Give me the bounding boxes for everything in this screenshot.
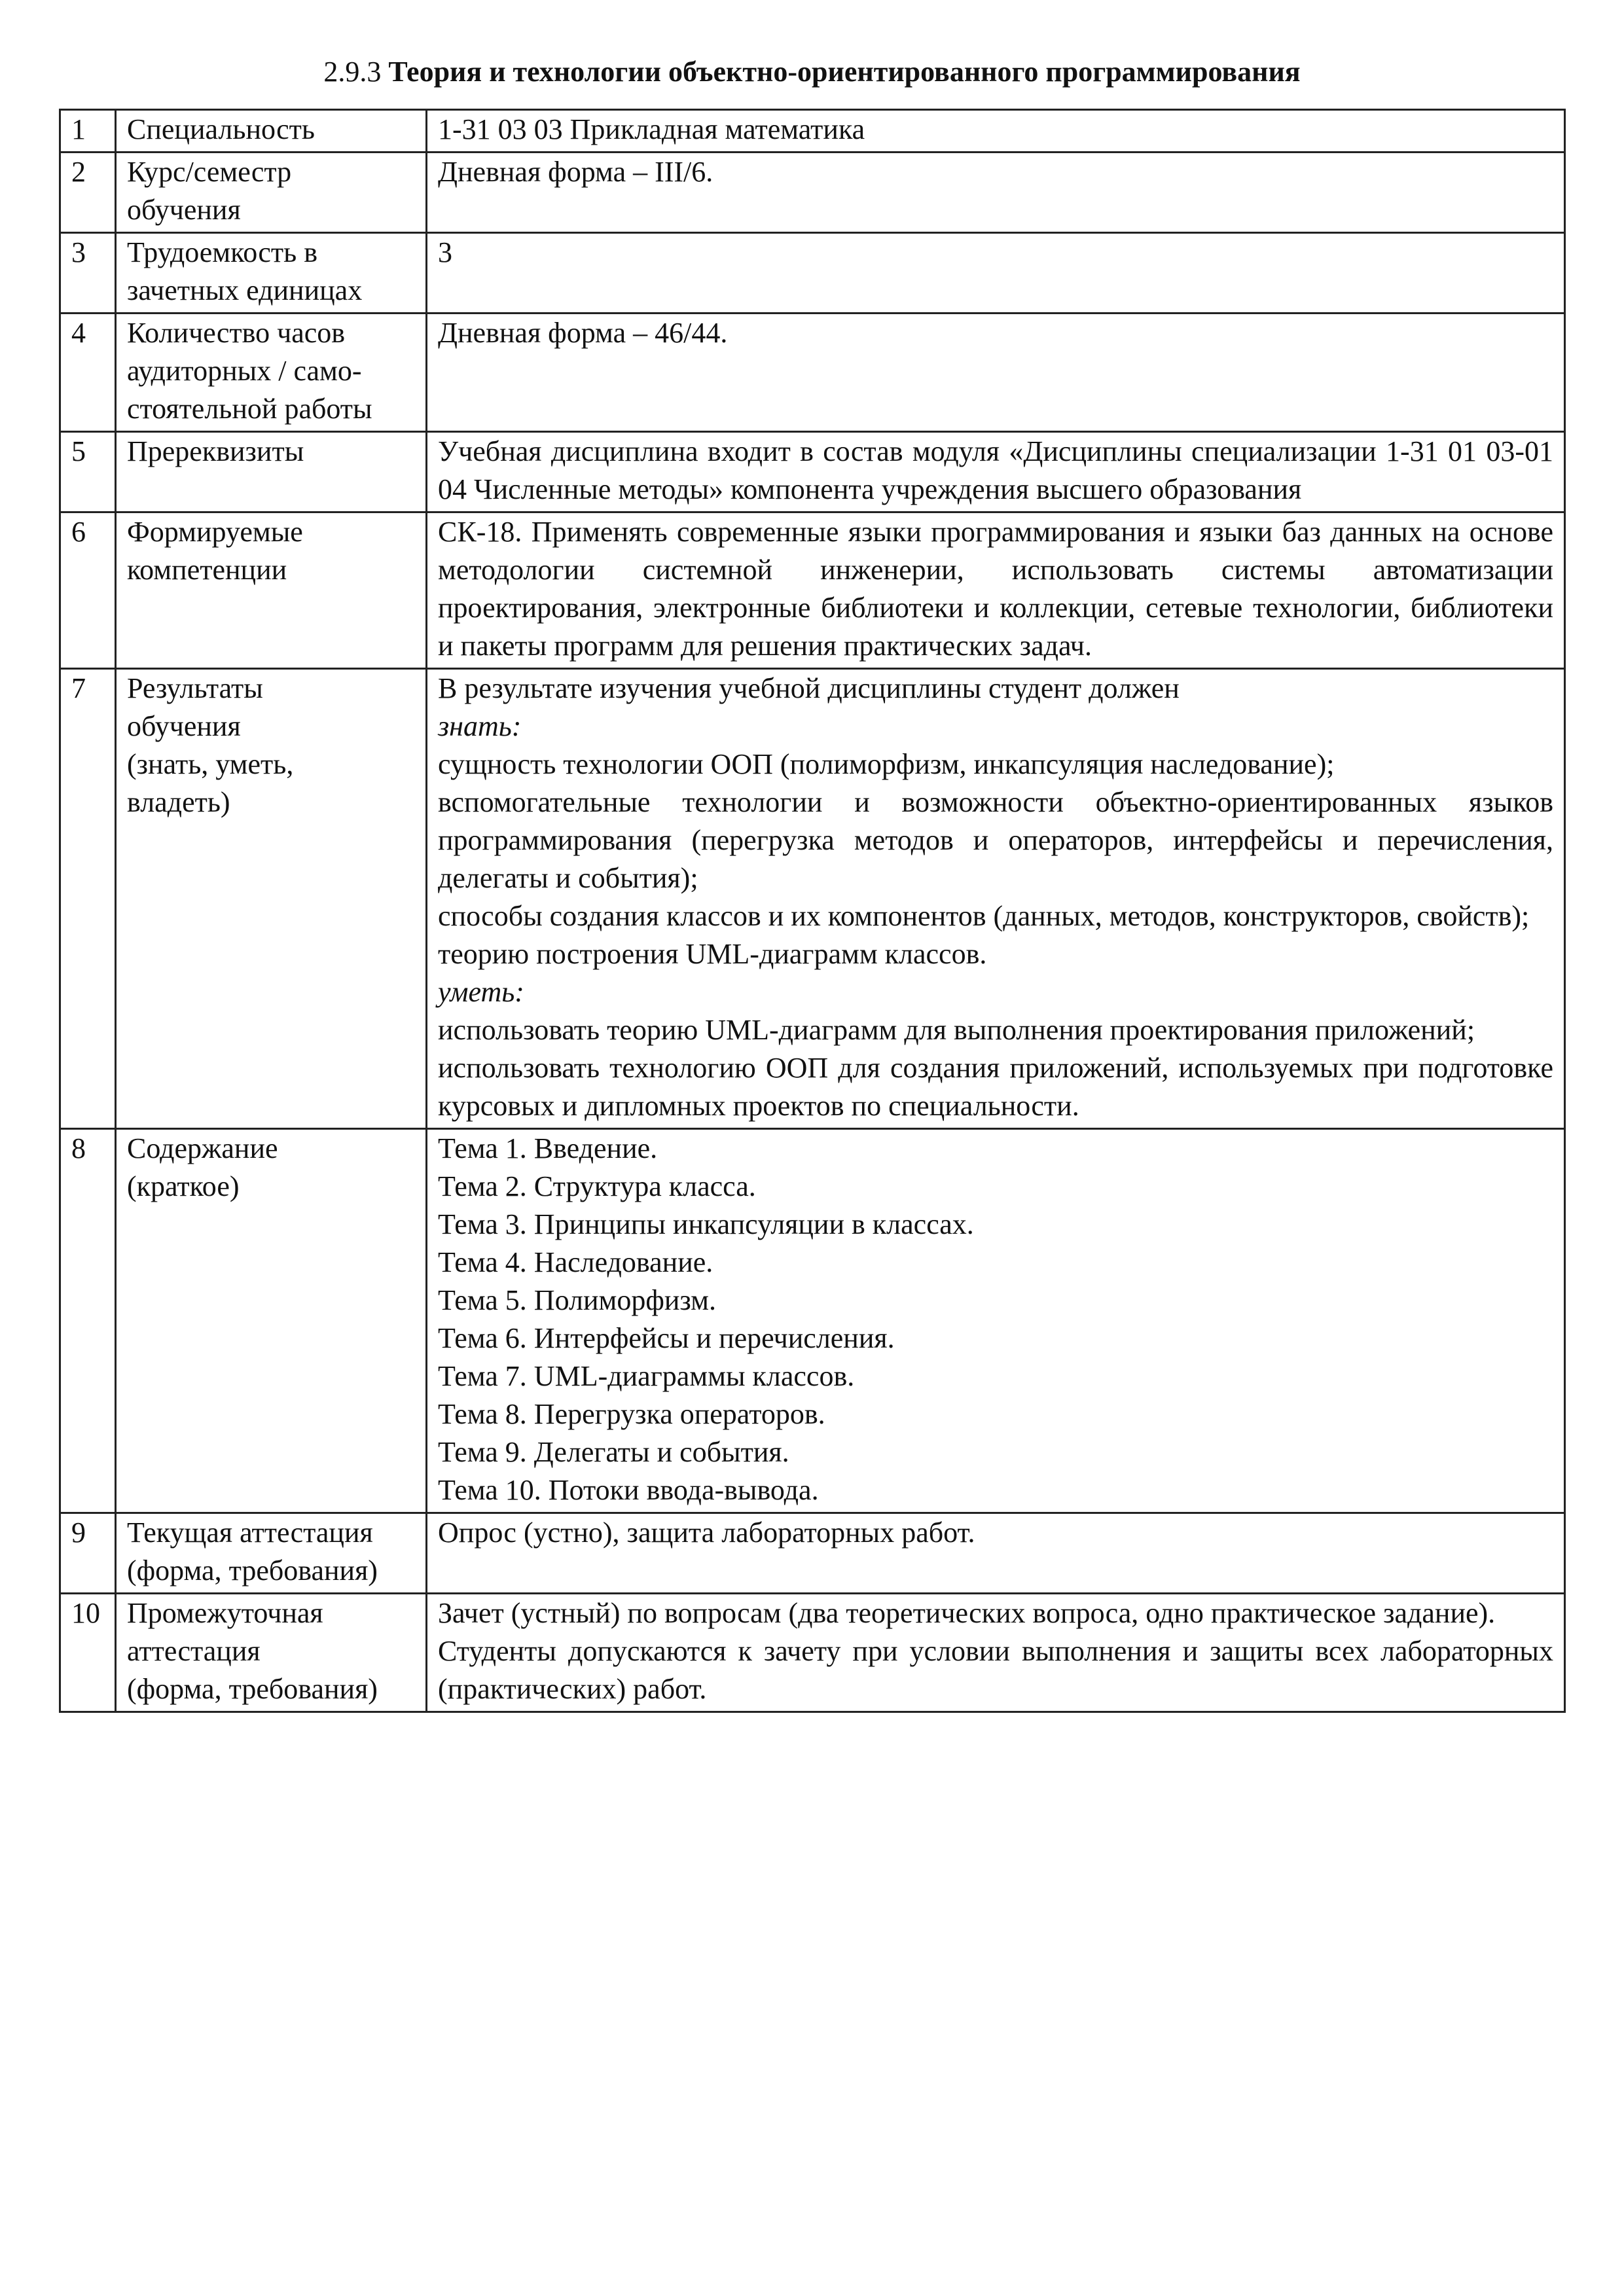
row-value-text: Тема 10. Потоки ввода-вывода.: [438, 1474, 819, 1506]
row-value-text: Дневная форма – III/6.: [438, 156, 713, 188]
row-value-text: Зачет (устный) по вопросам (два теоретических вопроса, одно практическое задание).: [438, 1597, 1496, 1629]
course-card-table: [59, 109, 1566, 1713]
row-label-line: компетенции: [127, 554, 287, 586]
row-label-line: аудиторных / само-: [127, 355, 362, 387]
row-value-text: Тема 3. Принципы инкапсуляции в классах.: [438, 1208, 974, 1240]
row-value: [427, 152, 1565, 233]
row-value: [427, 1594, 1565, 1712]
row-label-line: Промежуточная: [127, 1597, 323, 1629]
row-value: [427, 1129, 1565, 1513]
row-value-text: Опрос (устно), защита лабораторных работ.: [438, 1516, 975, 1549]
value-subheading: знать:: [438, 710, 522, 742]
section-number: 2.9.3: [323, 56, 382, 88]
row-label-line: Пререквизиты: [127, 435, 304, 467]
table-row: [60, 669, 1565, 1129]
row-label: [116, 1513, 427, 1594]
row-value: [427, 233, 1565, 314]
row-value-text: вспомогательные технологии и возможности объектно-ориентированных языков программирования (перегрузка методов и операторов, интерфейсы и перечисления, делегаты и события);: [438, 786, 1553, 894]
row-value-text: Тема 9. Делегаты и события.: [438, 1436, 789, 1468]
row-label-line: зачетных единицах: [127, 274, 363, 306]
row-label-line: аттестация: [127, 1635, 261, 1667]
row-value-text: Тема 6. Интерфейсы и перечисления.: [438, 1322, 895, 1354]
row-value-text: Учебная дисциплина входит в состав модуля «Дисциплины специализации 1-31 01 03-01 04 Численные методы» компонента учреждения высшего образования: [438, 435, 1553, 505]
row-label-line: (краткое): [127, 1170, 240, 1202]
row-value-text: Тема 8. Перегрузка операторов.: [438, 1398, 825, 1430]
row-label-line: (знать, уметь,: [127, 748, 294, 780]
table-row: [60, 1129, 1565, 1513]
row-label-line: Формируемые: [127, 516, 303, 548]
row-value-text: Тема 1. Введение.: [438, 1132, 658, 1164]
row-value-text: сущность технологии ООП (полиморфизм, инкапсуляция наследование);: [438, 748, 1335, 780]
discipline-title: Теория и технологии объектно-ориентированного программирования: [388, 56, 1301, 88]
row-number: 4: [60, 314, 116, 432]
row-number: 10: [60, 1594, 116, 1712]
row-value-text: 3: [438, 236, 452, 268]
row-value-text: 1-31 03 03 Прикладная математика: [438, 113, 865, 145]
row-value-text: Дневная форма – 46/44.: [438, 317, 728, 349]
row-label-line: Специальность: [127, 113, 315, 145]
row-label: [116, 110, 427, 152]
row-label: [116, 1129, 427, 1513]
row-label-line: стоятельной работы: [127, 393, 372, 425]
row-label: [116, 512, 427, 669]
table-row: [60, 432, 1565, 512]
row-label-line: обучения: [127, 194, 241, 226]
row-value-text: Тема 7. UML-диаграммы классов.: [438, 1360, 855, 1392]
table-row: [60, 1513, 1565, 1594]
row-label-line: Содержание: [127, 1132, 278, 1164]
row-label-line: Количество часов: [127, 317, 346, 349]
row-label-line: Трудоемкость в: [127, 236, 317, 268]
row-value-text: теорию построения UML-диаграмм классов.: [438, 938, 987, 970]
table-row: [60, 1594, 1565, 1712]
row-value-text: Тема 2. Структура класса.: [438, 1170, 756, 1202]
row-value: [427, 432, 1565, 512]
table-row: [60, 314, 1565, 432]
row-label-line: Результаты: [127, 672, 263, 704]
document-title: [0, 54, 1624, 90]
row-label: [116, 152, 427, 233]
row-value: [427, 1513, 1565, 1594]
row-value-text: Тема 5. Полиморфизм.: [438, 1284, 717, 1316]
row-value-text: способы создания классов и их компонентов (данных, методов, конструкторов, свойств);: [438, 900, 1530, 932]
row-label-line: (форма, требования): [127, 1673, 378, 1705]
row-label-line: (форма, требования): [127, 1554, 378, 1587]
row-value-text: СК-18. Применять современные языки программирования и языки баз данных на основе методологии системной инженерии, использовать системы автоматизации проектирования, электронные библиотеки и коллекции, сетевые технологии, библиотеки и пакеты программ для решения практических задач.: [438, 516, 1553, 662]
table-row: [60, 512, 1565, 669]
row-value-text: Студенты допускаются к зачету при условии выполнения и защиты всех лабораторных (практических) работ.: [438, 1635, 1553, 1705]
row-value-text: Тема 4. Наследование.: [438, 1246, 713, 1278]
row-label: [116, 233, 427, 314]
course-card-body: [60, 110, 1565, 1712]
row-number: 2: [60, 152, 116, 233]
row-number: 7: [60, 669, 116, 1129]
row-number: 1: [60, 110, 116, 152]
row-label: [116, 314, 427, 432]
row-label-line: владеть): [127, 786, 230, 818]
value-subheading: уметь:: [438, 976, 524, 1008]
row-value: [427, 512, 1565, 669]
table-row: [60, 152, 1565, 233]
row-label-line: Курс/семестр: [127, 156, 292, 188]
row-value: [427, 314, 1565, 432]
row-label: [116, 432, 427, 512]
row-number: 5: [60, 432, 116, 512]
row-value-text: использовать теорию UML-диаграмм для выполнения проектирования приложений;: [438, 1014, 1475, 1046]
row-label: [116, 669, 427, 1129]
row-value: [427, 669, 1565, 1129]
row-number: 9: [60, 1513, 116, 1594]
row-label: [116, 1594, 427, 1712]
row-value: [427, 110, 1565, 152]
row-number: 6: [60, 512, 116, 669]
table-row: [60, 233, 1565, 314]
row-value-text: использовать технологию ООП для создания приложений, используемых при подготовке курсовых и дипломных проектов по специальности.: [438, 1052, 1553, 1122]
row-label-line: обучения: [127, 710, 241, 742]
table-row: [60, 110, 1565, 152]
row-value-text: В результате изучения учебной дисциплины студент должен: [438, 672, 1180, 704]
row-number: 3: [60, 233, 116, 314]
row-label-line: Текущая аттестация: [127, 1516, 373, 1549]
row-number: 8: [60, 1129, 116, 1513]
